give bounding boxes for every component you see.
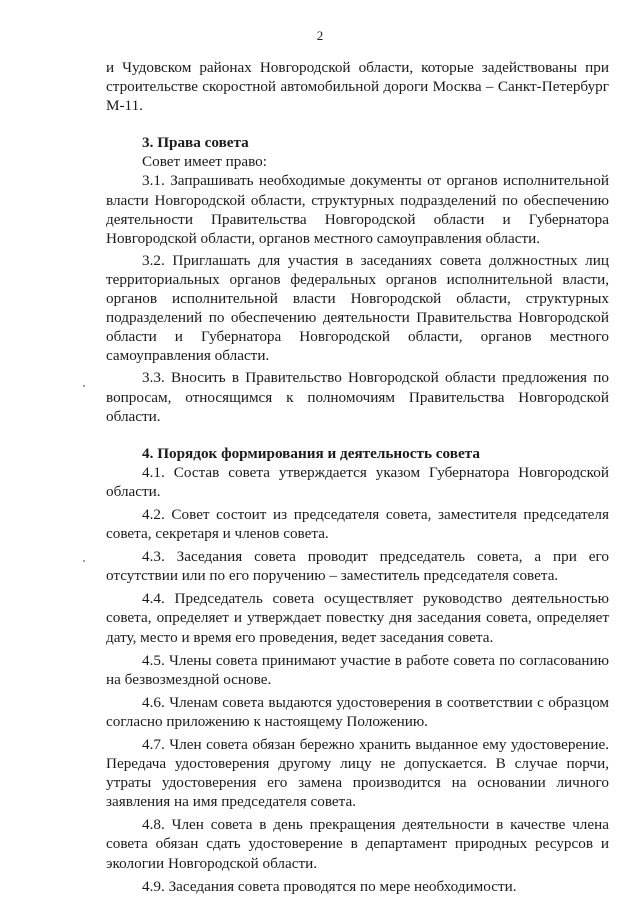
clause-3-1: 3.1. Запрашивать необходимые документы от органов исполнительной власти Новгородской области, структурных подразделений по обеспечению деятельности Правительства Новгородской области и Губернатора Новгородской области, органов местного самоуправления области. bbox=[106, 172, 609, 247]
page-number: 2 bbox=[316, 28, 324, 43]
clause-4-5: 4.5. Члены совета принимают участие в работе совета по согласованию на безвозмездной основе. bbox=[106, 651, 609, 688]
clause-4-3: 4.3. Заседания совета проводит председатель совета, а при его отсутствии или по его поручению – заместитель председателя совета. bbox=[106, 548, 609, 585]
clause-4-8: 4.8. Член совета в день прекращения деятельности в качестве члена совета обязан сдать удостоверение в департамент природных ресурсов и экологии Новгородской области. bbox=[106, 816, 609, 872]
clause-4-9: 4.9. Заседания совета проводятся по мере необходимости. bbox=[142, 877, 517, 895]
section-3-intro: Совет имеет право: bbox=[142, 153, 267, 171]
clause-4-7: 4.7. Член совета обязан бережно хранить выданное ему удостоверение. Передача удостоверения другому лицу не допускается. В случае порчи, утраты удостоверения его замена производится на основании личного заявления на имя председателя совета. bbox=[106, 736, 609, 811]
clause-4-1: 4.1. Состав совета утверждается указом Губернатора Новгородской области. bbox=[106, 463, 609, 500]
clause-4-6: 4.6. Членам совета выдаются удостоверения в соответствии с образцом согласно приложению к настоящему Положению. bbox=[106, 693, 609, 730]
scan-speck bbox=[83, 385, 85, 387]
section-4-heading: 4. Порядок формирования и деятельность совета bbox=[142, 444, 480, 462]
continuation-paragraph: и Чудовском районах Новгородской области, которые задействованы при строительстве скоростной автомобильной дороги Москва – Санкт-Петербург М-11. bbox=[106, 59, 609, 115]
section-3-heading: 3. Права совета bbox=[142, 134, 249, 152]
document-body bbox=[106, 58, 609, 896]
clause-4-2: 4.2. Совет состоит из председателя совета, заместителя председателя совета, секретаря и членов совета. bbox=[106, 505, 609, 543]
clause-3-3: 3.3. Вносить в Правительство Новгородской области предложения по вопросам, относящимся к полномочиям Правительства Новгородской области. bbox=[106, 369, 609, 425]
scan-speck bbox=[83, 560, 85, 562]
clause-4-4: 4.4. Председатель совета осуществляет руководство деятельностью совета, определяет и утверждает повестку дня заседания совета, определяет дату, место и время его проведения, ведет заседания совета. bbox=[106, 590, 609, 646]
clause-3-2: 3.2. Приглашать для участия в заседаниях совета должностных лиц территориальных органов федеральных органов исполнительной власти, органов исполнительной власти Новгородской области, структурных подразделений по обеспечению деятельности Правительства Новгородской области и Губернатора Новгородской области, органов местного самоуправления области. bbox=[106, 251, 609, 365]
